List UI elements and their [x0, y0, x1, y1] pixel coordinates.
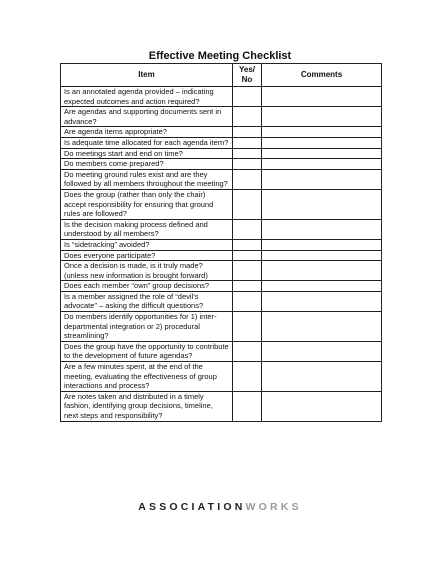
comments-cell[interactable] [262, 107, 382, 127]
checklist-question: Once a decision is made, is it truly made? (unless new information is brought forward) [61, 261, 233, 281]
checklist-row [61, 312, 382, 342]
checklist-row [61, 107, 382, 127]
checklist-question: Do members identify opportunities for 1) inter-departmental integration or 2) procedural streamlining? [61, 312, 233, 342]
yes-no-cell[interactable] [233, 391, 262, 421]
comments-cell[interactable] [262, 189, 382, 219]
comments-cell[interactable] [262, 291, 382, 311]
checklist-question: Is the decision making process defined and understood by all members? [61, 219, 233, 239]
checklist-row [61, 169, 382, 189]
comments-cell[interactable] [262, 362, 382, 392]
checklist-row [61, 137, 382, 148]
yes-no-cell[interactable] [233, 250, 262, 261]
checklist-row [61, 159, 382, 170]
comments-cell[interactable] [262, 341, 382, 361]
comments-cell[interactable] [262, 169, 382, 189]
yes-no-cell[interactable] [233, 341, 262, 361]
comments-cell[interactable] [262, 137, 382, 148]
yes-no-cell[interactable] [233, 127, 262, 138]
comments-cell[interactable] [262, 219, 382, 239]
checklist-row [61, 281, 382, 292]
yes-no-cell[interactable] [233, 169, 262, 189]
yes-no-column-header: Yes/ No [233, 64, 262, 87]
comments-cell[interactable] [262, 127, 382, 138]
comments-cell[interactable] [262, 148, 382, 159]
yes-no-cell[interactable] [233, 137, 262, 148]
checklist-question: Are agendas and supporting documents sent in advance? [61, 107, 233, 127]
yes-no-cell[interactable] [233, 107, 262, 127]
yes-no-cell[interactable] [233, 281, 262, 292]
comments-cell[interactable] [262, 87, 382, 107]
checklist-question: Do meeting ground rules exist and are they followed by all members throughout the meeting? [61, 169, 233, 189]
yes-no-cell[interactable] [233, 362, 262, 392]
checklist-row [61, 250, 382, 261]
comments-cell[interactable] [262, 159, 382, 170]
checklist-row [61, 391, 382, 421]
checklist-question: Are notes taken and distributed in a timely fashion, identifying group decisions, timeline, next steps and responsibility? [61, 391, 233, 421]
checklist-row [61, 189, 382, 219]
yes-no-cell[interactable] [233, 159, 262, 170]
yes-no-cell[interactable] [233, 148, 262, 159]
page-title: Effective Meeting Checklist [148, 50, 292, 62]
comments-cell[interactable] [262, 250, 382, 261]
checklist-row [61, 261, 382, 281]
comments-cell[interactable] [262, 391, 382, 421]
checklist-question: Does the group have the opportunity to contribute to the development of future agendas? [61, 341, 233, 361]
comments-column-header: Comments [262, 64, 382, 87]
checklist-question: Is a member assigned the role of “devil’s advocate” – asking the difficult questions? [61, 291, 233, 311]
checklist-row [61, 239, 382, 250]
checklist-question: Do meetings start and end on time? [61, 148, 233, 159]
checklist-row [61, 148, 382, 159]
checklist-table [60, 63, 382, 422]
checklist-row [61, 87, 382, 107]
yes-no-cell[interactable] [233, 291, 262, 311]
associationworks-logo: ASSOCIATIONWORKS [138, 501, 302, 513]
comments-cell[interactable] [262, 281, 382, 292]
checklist-question: Do members come prepared? [61, 159, 233, 170]
yes-no-cell[interactable] [233, 312, 262, 342]
checklist-row [61, 341, 382, 361]
comments-cell[interactable] [262, 312, 382, 342]
yes-no-cell[interactable] [233, 219, 262, 239]
checklist-question: Does everyone participate? [61, 250, 233, 261]
checklist-row [61, 127, 382, 138]
yes-no-cell[interactable] [233, 261, 262, 281]
yes-no-cell[interactable] [233, 87, 262, 107]
yes-no-cell[interactable] [233, 239, 262, 250]
comments-cell[interactable] [262, 239, 382, 250]
checklist-question: Does each member “own” group decisions? [61, 281, 233, 292]
header-row [61, 64, 382, 87]
checklist-question: Does the group (rather than only the chair) accept responsibility for ensuring that ground rules are followed? [61, 189, 233, 219]
item-column-header: Item [61, 64, 233, 87]
checklist-question: Are a few minutes spent, at the end of the meeting, evaluating the effectiveness of group interactions and process? [61, 362, 233, 392]
checklist-question: Are agenda items appropriate? [61, 127, 233, 138]
checklist-question: Is adequate time allocated for each agenda item? [61, 137, 233, 148]
checklist-row [61, 219, 382, 239]
checklist-row [61, 291, 382, 311]
comments-cell[interactable] [262, 261, 382, 281]
checklist-question: Is “sidetracking” avoided? [61, 239, 233, 250]
checklist-row [61, 362, 382, 392]
yes-no-cell[interactable] [233, 189, 262, 219]
checklist-question: Is an annotated agenda provided – indicating expected outcomes and action required? [61, 87, 233, 107]
